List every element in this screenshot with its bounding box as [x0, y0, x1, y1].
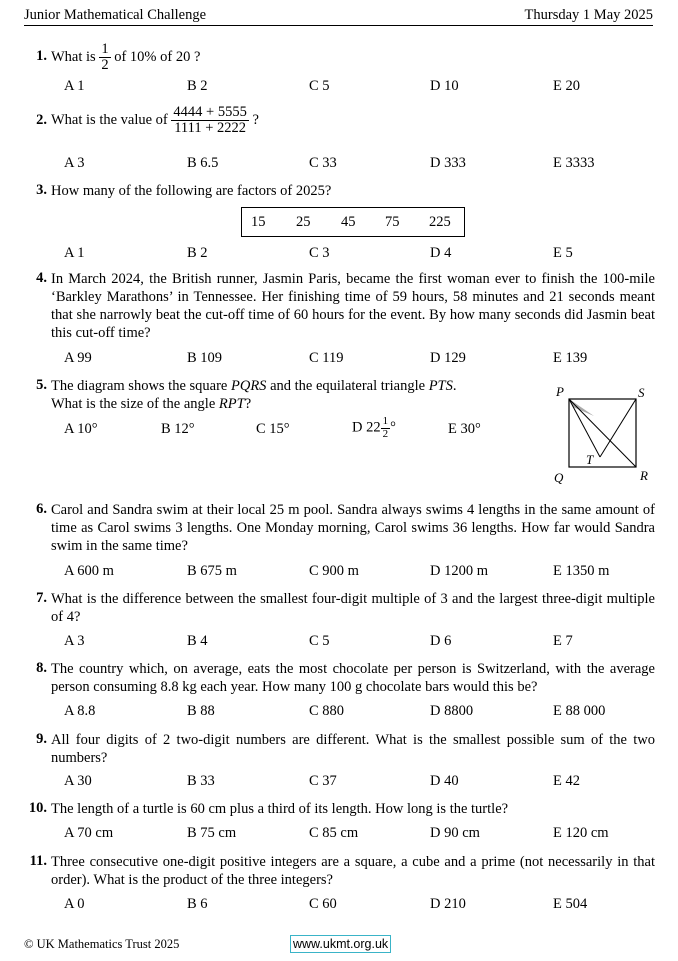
option-b[interactable]: B 12° [161, 421, 195, 437]
option-b[interactable]: B 33 [187, 773, 215, 789]
option-c[interactable]: C 119 [309, 350, 344, 366]
question-text: What is the value of $\frac{4444 + 5555}{1111 + 2222}$ ? [51, 103, 259, 137]
option-e[interactable]: E 504 [553, 896, 588, 912]
option-a[interactable]: A 8.8 [64, 703, 96, 719]
option-d[interactable]: D 129 [430, 350, 466, 366]
option-b[interactable]: B 6.5 [187, 155, 219, 171]
option-e[interactable]: E 20 [553, 78, 580, 94]
option-c[interactable]: C 15° [256, 421, 290, 437]
question-number: 7. [36, 590, 47, 606]
option-d[interactable]: D 90 cm [430, 825, 480, 841]
square-triangle-diagram [548, 380, 658, 485]
option-b[interactable]: B 109 [187, 350, 223, 366]
question-text: All four digits of 2 two-digit numbers are different. What is the smallest possible sum of the two numbers? [51, 732, 655, 766]
question-number: 1. [36, 48, 47, 64]
shaded-angle [569, 399, 594, 416]
option-a[interactable]: A 3 [64, 155, 85, 171]
question-number: 6. [36, 501, 47, 517]
option-a[interactable]: A 0 [64, 896, 85, 912]
box-number: 15 [251, 214, 266, 230]
option-d[interactable]: D 1200 m [430, 563, 488, 579]
option-d[interactable]: D 333 [430, 155, 466, 171]
question-text: In March 2024, the British runner, Jasmin Paris, became the first woman ever to finish the 100-mile ‘Barkley Marathons’ in Tennessee. Her finishing time of 59 hours, 58 minutes and 21 seconds meant that she narrowly beat the cut-off time of 60 hours for the event. By how many seconds did Jasmin beat this cut-off time? [51, 271, 655, 341]
box-number: 25 [296, 214, 311, 230]
question-text: The country which, on average, eats the most chocolate per person is Switzerland, with the average person consuming 8.8 kg each year. How many 100 g chocolate bars would this be? [51, 661, 655, 695]
option-d[interactable]: D 210 [430, 896, 466, 912]
option-c[interactable]: C 60 [309, 896, 337, 912]
fraction: $\frac{1}{2}$ [382, 415, 389, 440]
option-c[interactable]: C 33 [309, 155, 337, 171]
option-d[interactable]: D 6 [430, 633, 452, 649]
question-line: The diagram shows the square PQRS and the equilateral triangle PTS. [51, 378, 457, 394]
option-c[interactable]: C 5 [309, 78, 330, 94]
question-number: 8. [36, 660, 47, 676]
label-t: T [586, 452, 594, 467]
option-e[interactable]: E 3333 [553, 155, 595, 171]
header-title: Junior Mathematical Challenge [24, 7, 207, 23]
question-text [51, 377, 531, 413]
question-number: 9. [36, 731, 47, 747]
header-date: Thursday 1 May 2025 [524, 7, 653, 23]
question-number: 10. [28, 800, 47, 816]
label-q: Q [554, 470, 564, 485]
option-d[interactable]: D 4 [430, 245, 452, 261]
option-b[interactable]: B 6 [187, 896, 208, 912]
option-c[interactable]: C 880 [309, 703, 345, 719]
question-number: 11. [29, 853, 47, 869]
option-c[interactable]: C 37 [309, 773, 337, 789]
option-e[interactable]: E 5 [553, 245, 573, 261]
option-c[interactable]: C 900 m [309, 563, 359, 579]
option-e[interactable]: E 139 [553, 350, 588, 366]
option-b[interactable]: B 88 [187, 703, 215, 719]
header-rule [24, 25, 653, 26]
footer-copyright: © UK Mathematics Trust 2025 [24, 937, 180, 951]
question-text: How many of the following are factors of 2025? [51, 183, 332, 199]
option-a[interactable]: A 10° [64, 421, 98, 437]
option-d[interactable]: D 40 [430, 773, 459, 789]
label-p: P [556, 384, 564, 399]
box-number: 45 [341, 214, 356, 230]
question-number: 3. [36, 182, 47, 198]
option-b[interactable]: B 75 cm [187, 825, 237, 841]
option-b[interactable]: B 2 [187, 245, 208, 261]
label-r: R [640, 468, 648, 483]
question-text: What is the difference between the smallest four-digit multiple of 3 and the largest three-digit multiple of 4? [51, 591, 655, 625]
option-e[interactable]: E 42 [553, 773, 580, 789]
question-number: 2. [36, 112, 47, 128]
number-box [241, 207, 465, 237]
fraction: $\frac{1}{2}$ [101, 40, 109, 74]
fraction: $\frac{4444 + 5555}{1111 + 2222}$ [173, 103, 247, 137]
option-e[interactable]: E 1350 m [553, 563, 610, 579]
question-line: What is the size of the angle RPT? [51, 396, 252, 412]
option-e[interactable]: E 120 cm [553, 825, 609, 841]
option-a[interactable]: A 1 [64, 78, 85, 94]
question-number: 4. [36, 270, 47, 286]
line-pt [569, 399, 600, 457]
option-b[interactable]: B 2 [187, 78, 208, 94]
option-b[interactable]: B 4 [187, 633, 208, 649]
footer-website-link[interactable]: www.ukmt.org.uk [290, 935, 391, 953]
option-c[interactable]: C 3 [309, 245, 330, 261]
option-a[interactable]: A 3 [64, 633, 85, 649]
diagonal-pr [569, 399, 636, 467]
option-e[interactable]: E 7 [553, 633, 573, 649]
option-a[interactable]: A 600 m [64, 563, 114, 579]
box-number: 225 [429, 214, 451, 230]
option-b[interactable]: B 675 m [187, 563, 237, 579]
option-d[interactable]: D 10 [430, 78, 459, 94]
option-d[interactable]: D 8800 [430, 703, 474, 719]
option-a[interactable]: A 1 [64, 245, 85, 261]
option-a[interactable]: A 99 [64, 350, 92, 366]
question-text: The length of a turtle is 60 cm plus a third of its length. How long is the turtle? [51, 801, 509, 817]
option-e[interactable]: E 88 000 [553, 703, 606, 719]
question-text: Carol and Sandra swim at their local 25 m pool. Sandra always swims 4 lengths in the same amount of time as Carol swims 3 lengths. One Monday morning, Carol swims 36 lengths. How far would Sandra swim in the same time? [51, 502, 655, 554]
option-a[interactable]: A 70 cm [64, 825, 114, 841]
option-a[interactable]: A 30 [64, 773, 92, 789]
question-number: 5. [36, 377, 47, 393]
option-c[interactable]: C 85 cm [309, 825, 359, 841]
label-s: S [638, 385, 645, 400]
question-text: What is $\frac{1}{2}$ of 10% of 20 ? [51, 40, 201, 74]
option-e[interactable]: E 30° [448, 421, 481, 437]
box-number: 75 [385, 214, 400, 230]
question-text: Three consecutive one-digit positive integers are a square, a cube and a prime (not necessarily in that order). What is the product of the three integers? [51, 854, 655, 888]
option-c[interactable]: C 5 [309, 633, 330, 649]
option-d[interactable]: D 22 $\frac{1}{2}$ ° [352, 415, 396, 440]
